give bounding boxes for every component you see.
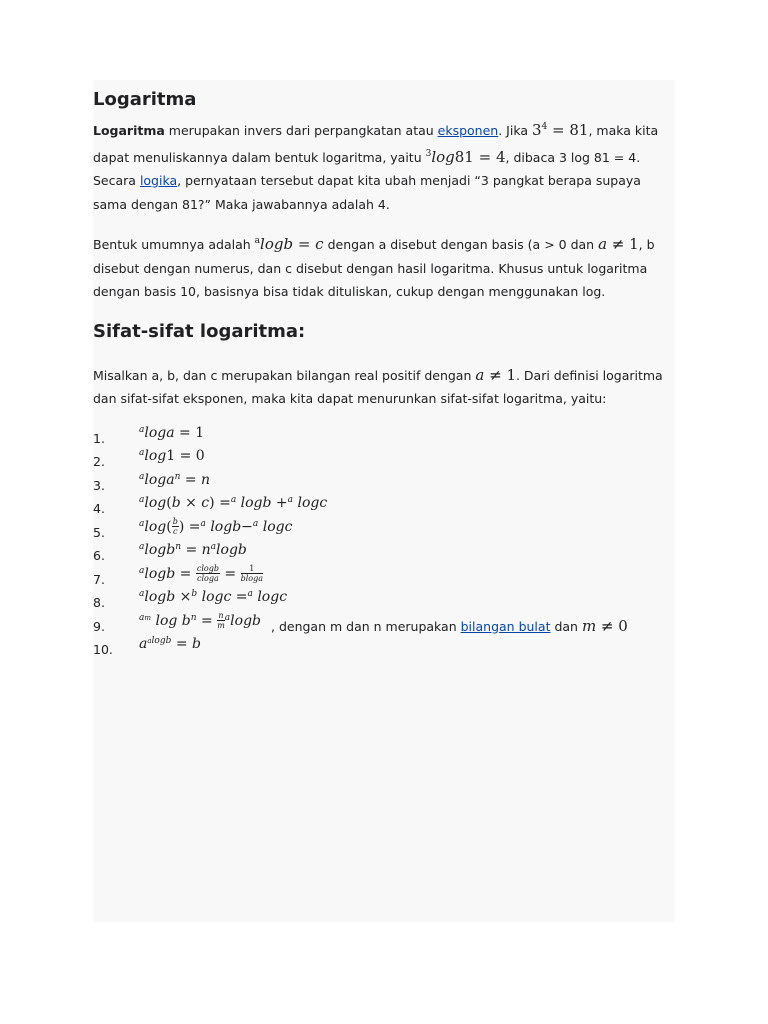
intro-text-5: , pernyataan tersebut dapat kita ubah menjadi “3 pangkat berapa supaya sama dengan 81?” Maka jawabannya adalah 4. xyxy=(93,173,641,212)
properties-list xyxy=(93,425,677,660)
bold-term: Logaritma xyxy=(93,123,165,138)
equation-log: $^3$log81 = 4 xyxy=(425,147,506,166)
general-text-3: , b disebut dengan numerus, dan c disebut dengan hasil logaritma. Khusus untuk logaritma dengan basis 10, basisnya bisa tidak dituliskan, cukup dengan menggunakan log. xyxy=(93,237,655,299)
item-number: 7. xyxy=(93,571,105,587)
item-9-note xyxy=(271,615,628,639)
link-logika[interactable]: logika xyxy=(139,173,178,188)
intro-text-3: , maka kita dapat menuliskannya dalam bentuk logaritma, yaitu xyxy=(93,123,659,165)
item-number: 2. xyxy=(93,454,105,469)
item-number: 5. xyxy=(93,524,105,540)
list-item xyxy=(93,636,677,660)
equation-general: $^a$logb = c xyxy=(254,235,324,253)
item-9-text-2: dan xyxy=(550,618,582,634)
formula: $^a$logb ×$^b$ logc =$^a$ logc xyxy=(139,589,288,605)
formula: $^a$log1 = 0 xyxy=(139,448,205,464)
equation-m-not-0: m ≠ 0 xyxy=(581,616,628,635)
link-bilangan-bulat[interactable]: bilangan bulat xyxy=(460,618,551,634)
equation-power: $3^4 = 81$ xyxy=(531,121,589,139)
formula: $^a$logb = $\frac{clogb}{cloga}$ = $\frac{1}{bloga}$ xyxy=(139,564,263,583)
article xyxy=(93,88,677,660)
item-number: 4. xyxy=(93,501,105,516)
formula: $^{am}$ $\log b^n$ = $\frac{n}{m}$ $^a$logb xyxy=(139,611,261,630)
general-text-1: Bentuk umumnya adalah xyxy=(93,237,255,252)
item-number: 1. xyxy=(93,430,105,446)
formula: $^a$log( $\frac{b}{c}$ ) =$^a$ logb−$^a$ logc xyxy=(139,517,293,536)
formula: $^a\log b^n = n^a\log b$ xyxy=(139,542,247,558)
formula: $a^{alogb} = b$ xyxy=(139,636,201,652)
equation-condition: a ≠ 1 xyxy=(475,365,516,384)
equation-a-not-1: a ≠ 1 xyxy=(598,235,639,253)
intro-text-2: . Jika xyxy=(498,123,532,138)
section-intro-text-2: . Dari definisi logaritma dan sifat-sifat eksponen, maka kita dapat menurunkan sifat-sifat logaritma, yaitu: xyxy=(93,367,663,406)
formula: $^a$log(b × c) =$^a$ logb +$^a$ logc xyxy=(139,495,328,511)
item-number: 9. xyxy=(93,618,105,634)
section-title: Sifat-sifat logaritma: xyxy=(93,320,306,342)
item-number: 6. xyxy=(93,548,105,563)
formula: $^a$loga = 1 xyxy=(139,424,205,441)
intro-text-4: , dibaca 3 log 81 = 4. Secara xyxy=(93,149,641,188)
section-intro-paragraph xyxy=(93,364,677,411)
formula: $^a$loga$^n$ = n xyxy=(139,471,211,488)
section-intro-text-1: Misalkan a, b, dan c merupakan bilangan real positif dengan xyxy=(93,367,476,383)
intro-text-1: merupakan invers dari perpangkatan atau xyxy=(164,123,438,138)
general-form-paragraph xyxy=(93,230,677,304)
item-number: 3. xyxy=(93,477,105,493)
item-9-text-1: , dengan m dan n merupakan xyxy=(271,618,461,634)
item-number: 10. xyxy=(93,642,113,657)
intro-paragraph xyxy=(93,116,677,216)
link-eksponen[interactable]: eksponen xyxy=(437,123,499,138)
page-title: Logaritma xyxy=(93,89,197,110)
item-number: 8. xyxy=(93,595,105,610)
general-text-2: dengan a disebut dengan basis (a > 0 dan xyxy=(323,237,599,252)
